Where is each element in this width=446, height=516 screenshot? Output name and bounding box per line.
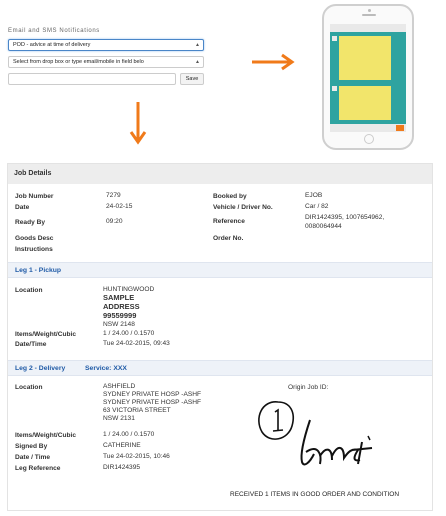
select-caret-icon: ▲: [195, 42, 200, 48]
sms-send-button: [396, 125, 404, 131]
notification-title: Email and SMS Notifications: [8, 28, 100, 34]
leg1-section-bar: [8, 262, 432, 278]
phone-mockup: [322, 4, 414, 150]
leg2-location-line4: 63 VICTORIA STREET: [103, 407, 171, 414]
job-details-header: Job Details: [8, 164, 432, 184]
leg1-datetime-label: Date/Time: [15, 341, 47, 348]
job-number-value: 7279: [106, 192, 121, 199]
vehicle-label: Vehicle / Driver No.: [213, 204, 273, 211]
sms-header: [330, 24, 406, 32]
job-details-card: [7, 163, 433, 511]
reference-label: Reference: [213, 218, 245, 225]
select-caret-icon: ▲: [195, 59, 200, 65]
sms-message-bubble: [339, 36, 391, 80]
date-value: 24-02-15: [106, 203, 133, 210]
sms-message-bubble: [339, 86, 391, 120]
leg2-service: Service: XXX: [85, 365, 127, 372]
leg1-items-value: 1 / 24.00 / 0.1570: [103, 330, 155, 337]
phone-speaker: [362, 14, 376, 16]
leg1-location-line1: HUNTINGWOOD: [103, 286, 155, 293]
leg2-section-bar: [8, 360, 432, 376]
ready-by-value: 09:20: [106, 218, 123, 225]
leg-reference-label: Leg Reference: [15, 465, 61, 472]
job-number-label: Job Number: [15, 193, 54, 200]
leg1-items-label: Items/Weight/Cubic: [15, 331, 77, 338]
leg2-location-label: Location: [15, 384, 43, 391]
notification-type-value: POD - advice at time of delivery: [13, 42, 91, 48]
save-button[interactable]: Save: [180, 73, 204, 85]
booked-by-label: Booked by: [213, 193, 247, 200]
vehicle-value: Car / 82: [305, 203, 329, 210]
goods-desc-label: Goods Desc: [15, 235, 54, 242]
leg2-location-line1: ASHFIELD: [103, 383, 136, 390]
leg2-title: Leg 2 - Delivery: [15, 365, 66, 372]
order-no-label: Order No.: [213, 235, 244, 242]
leg2-location-line3: SYDNEY PRIVATE HOSP -ASHF: [103, 399, 202, 406]
recipient-input[interactable]: [8, 73, 176, 85]
phone-home-button: [364, 134, 374, 144]
leg-reference-value: DIR1424395: [103, 464, 141, 471]
signed-by-value: CATHERINE: [103, 442, 141, 449]
leg1-location-line4: 99559999: [103, 311, 137, 320]
instructions-label: Instructions: [15, 246, 53, 253]
leg2-datetime-label: Date / Time: [15, 454, 51, 461]
leg1-location-line5: NSW 2148: [103, 321, 135, 328]
ready-by-label: Ready By: [15, 219, 46, 226]
reference-value-1: DIR1424395, 1007654962,: [305, 214, 385, 221]
leg1-location-label: Location: [15, 287, 43, 294]
sms-avatar: [332, 36, 337, 41]
sms-avatar: [332, 86, 337, 91]
leg2-datetime-value: Tue 24-02-2015, 10:46: [103, 453, 170, 460]
recipient-select[interactable]: [8, 56, 204, 68]
leg2-items-label: Items/Weight/Cubic: [15, 432, 77, 439]
leg1-datetime-value: Tue 24-02-2015, 09:43: [103, 340, 170, 347]
phone-screen: [330, 24, 406, 132]
leg2-location-line5: NSW 2131: [103, 415, 135, 422]
arrow-down-icon: [128, 100, 148, 148]
notification-panel: [8, 28, 204, 85]
leg1-location-line3: ADDRESS: [103, 302, 140, 311]
reference-value-2: 0080064944: [305, 223, 342, 230]
leg1-title: Leg 1 - Pickup: [15, 267, 62, 274]
recipient-select-value: Select from drop box or type email/mobile in field belo: [13, 59, 144, 65]
leg2-location-line2: SYDNEY PRIVATE HOSP -ASHF: [103, 391, 202, 398]
date-label: Date: [15, 204, 30, 211]
signature-image: [248, 392, 418, 482]
leg1-location-line2: SAMPLE: [103, 293, 135, 302]
received-statement: RECEIVED 1 ITEMS IN GOOD ORDER AND CONDITION: [230, 491, 400, 498]
arrow-right-icon: [250, 52, 300, 72]
signed-by-label: Signed By: [15, 443, 48, 450]
phone-camera: [368, 9, 371, 12]
notification-type-select[interactable]: [8, 39, 204, 51]
leg2-items-value: 1 / 24.00 / 0.1570: [103, 431, 155, 438]
origin-job-id-label: Origin Job ID:: [288, 384, 329, 391]
booked-by-value: EJOB: [305, 192, 323, 199]
sms-compose-bar: [330, 124, 406, 132]
